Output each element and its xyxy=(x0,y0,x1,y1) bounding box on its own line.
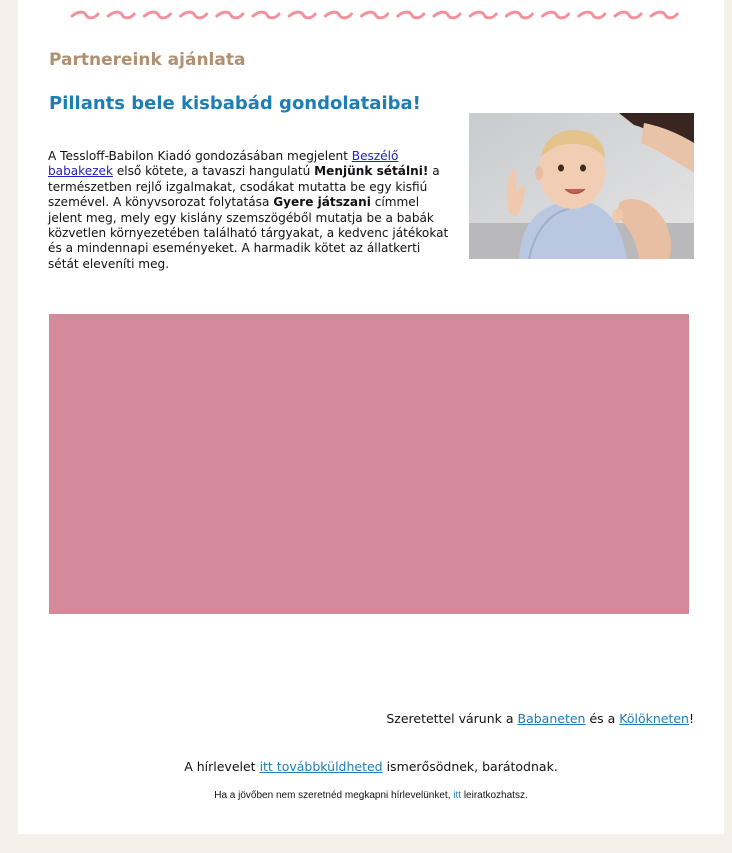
article-headline: Pillants bele kisbabád gondolataiba! xyxy=(49,93,421,114)
closing-prefix: Szeretettel várunk a xyxy=(386,711,518,726)
babanet-link[interactable]: Babaneten xyxy=(517,711,586,726)
forward-prefix: A hírlevelet xyxy=(184,759,260,774)
book-title-2: Gyere játszani xyxy=(273,195,371,210)
closing-line xyxy=(386,711,694,726)
baby-photo-illustration xyxy=(469,113,694,259)
article-photo-baby xyxy=(469,113,694,259)
decorative-wave-divider xyxy=(70,10,690,20)
series-link[interactable]: Beszélő babakezek xyxy=(48,149,399,179)
article-body-text xyxy=(48,149,454,272)
closing-middle: és a xyxy=(585,711,620,726)
forward-link[interactable]: itt továbbküldheted xyxy=(259,759,383,774)
body-text-part: első kötete, a tavaszi hangulatú xyxy=(112,164,315,179)
embedded-media-placeholder[interactable] xyxy=(49,314,689,614)
unsubscribe-line xyxy=(18,790,724,801)
unsubscribe-suffix: leiratkozhatsz. xyxy=(461,790,528,801)
forward-line xyxy=(18,759,724,774)
koloknet-link[interactable]: Kölökneten xyxy=(619,711,689,726)
closing-suffix: ! xyxy=(688,711,694,726)
body-text-part: címmel jelent meg, mely egy kislány szemszögéből mutatja be a babák közvetlen környezetében található tárgyakat, a kedvenc játékokat és a mindennapi eseményeket. A harmadik kötet az állatkerti sétát eleveníti meg. xyxy=(48,195,449,271)
unsubscribe-link[interactable]: itt xyxy=(453,790,462,801)
body-text-part: a természetben rejlő izgalmakat, csodákat mutatta be egy kisfiú szemével. A könyvsorozat folytatása xyxy=(48,164,440,210)
section-title: Partnereink ajánlata xyxy=(49,50,246,70)
newsletter-card xyxy=(18,0,724,834)
book-title-1: Menjünk sétálni! xyxy=(314,164,429,179)
unsubscribe-prefix: Ha a jövőben nem szeretnéd megkapni hírlevelünket, xyxy=(214,790,454,801)
forward-suffix: ismerősödnek, barátodnak. xyxy=(382,759,558,774)
body-text-intro: A Tessloff-Babilon Kiadó gondozásában megjelent xyxy=(48,149,352,163)
